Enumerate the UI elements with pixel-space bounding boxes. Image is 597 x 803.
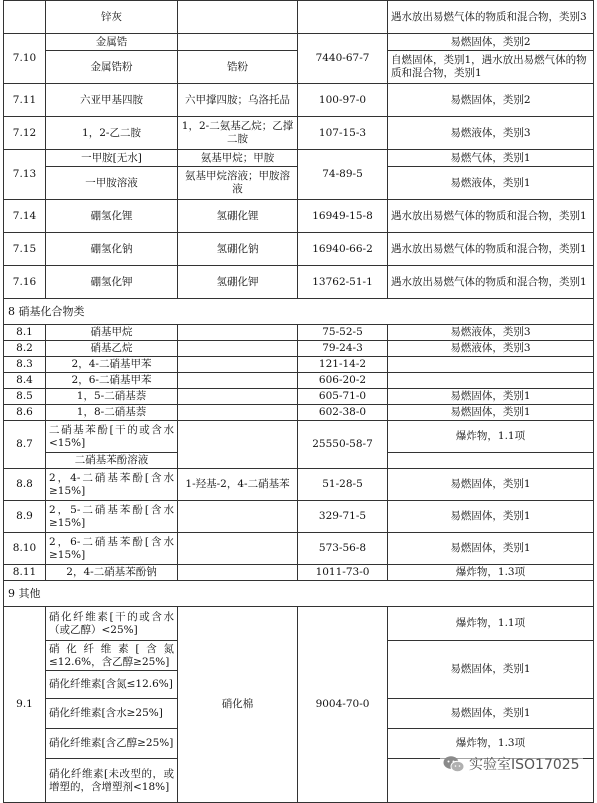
row-number: 8.1 — [4, 325, 46, 341]
row-number — [4, 1, 46, 34]
cas-number: 9004-70-0 — [298, 607, 388, 803]
chemical-name: 锌灰 — [46, 1, 178, 34]
hazard-class: 遇水放出易燃气体的物质和混合物，类别1 — [388, 233, 594, 266]
hazard-class: 易燃液体，类别3 — [388, 341, 594, 357]
cas-number: 1011-73-0 — [298, 565, 388, 581]
row-number: 8.9 — [4, 501, 46, 533]
chemical-name: 一甲胺[无水] — [46, 150, 178, 167]
alias: 1，2-二氨基乙烷；乙撑二胺 — [178, 117, 298, 150]
alias: 氢硼化钠 — [178, 233, 298, 266]
table-row — [4, 200, 594, 233]
table-row — [4, 501, 594, 533]
alias — [178, 34, 298, 51]
chemical-name: 二硝基苯酚溶液 — [46, 453, 178, 469]
row-number: 7.10 — [4, 34, 46, 84]
chemical-name: 六亚甲基四胺 — [46, 84, 178, 117]
cas-number — [298, 1, 388, 34]
alias: 氨基甲烷溶液；甲胺溶液 — [178, 167, 298, 200]
row-number: 8.11 — [4, 565, 46, 581]
section-header-row — [4, 581, 594, 607]
hazard-class — [388, 453, 594, 469]
table-row — [4, 469, 594, 501]
hazard-class: 自燃固体，类别1，遇水放出易燃气体的物质和混合物，类别1 — [388, 51, 594, 84]
cas-number: 100-97-0 — [298, 84, 388, 117]
cas-number: 573-56-8 — [298, 533, 388, 565]
alias: 氢硼化锂 — [178, 200, 298, 233]
hazard-class: 易燃液体，类别1 — [388, 167, 594, 200]
cas-number: 13762-51-1 — [298, 266, 388, 299]
row-number: 8.7 — [4, 421, 46, 469]
alias: 硝化棉 — [178, 607, 298, 803]
hazard-class: 易燃气体，类别1 — [388, 150, 594, 167]
alias — [178, 389, 298, 405]
cas-number: 75-52-5 — [298, 325, 388, 341]
chemical-name: 硝化纤维素[含乙醇≥25%] — [46, 729, 178, 759]
chemical-name: 硝化纤维素[含氮≤12.6%] — [46, 671, 178, 699]
chemical-name: 硼氢化钠 — [46, 233, 178, 266]
row-number: 8.5 — [4, 389, 46, 405]
hazard-class: 易燃固体，类别1 — [388, 533, 594, 565]
table-row — [4, 421, 594, 453]
hazard-class: 遇水放出易燃气体的物质和混合物，类别1 — [388, 266, 594, 299]
table-row — [4, 341, 594, 357]
chemical-name: 硝化纤维素[未改型的，或增塑的，含增塑剂<18%] — [46, 759, 178, 803]
table-row — [4, 607, 594, 641]
table-row — [4, 1, 594, 34]
wechat-icon — [443, 755, 465, 773]
hazard-class: 易燃固体，类别1 — [388, 389, 594, 405]
section-title: 8 硝基化合物类 — [4, 299, 594, 325]
table-row — [4, 405, 594, 421]
row-number: 7.15 — [4, 233, 46, 266]
hazardous-chemicals-table — [3, 0, 594, 803]
hazard-class: 易燃固体，类别1 — [388, 641, 594, 699]
row-number: 8.2 — [4, 341, 46, 357]
chemical-name: 金属锆 — [46, 34, 178, 51]
cas-number: 79-24-3 — [298, 341, 388, 357]
chemical-name: 1，8-二硝基萘 — [46, 405, 178, 421]
table-row — [4, 34, 594, 51]
cas-number: 51-28-5 — [298, 469, 388, 501]
hazard-class: 爆炸物，1.1项 — [388, 421, 594, 453]
row-number: 8.10 — [4, 533, 46, 565]
hazard-class: 爆炸物，1.3项 — [388, 729, 594, 759]
row-number: 8.3 — [4, 357, 46, 373]
alias: 氢硼化钾 — [178, 266, 298, 299]
row-number: 9.1 — [4, 607, 46, 803]
chemical-name: 2，4-二硝基甲苯 — [46, 357, 178, 373]
row-number: 8.6 — [4, 405, 46, 421]
chemical-name: 硝基甲烷 — [46, 325, 178, 341]
chemical-name: 2，6-二硝基苯酚[含水≥15%] — [46, 533, 178, 565]
cas-number: 16949-15-8 — [298, 200, 388, 233]
hazard-class: 爆炸物，1.1项 — [388, 607, 594, 641]
chemical-name: 硼氢化钾 — [46, 266, 178, 299]
table-row — [4, 389, 594, 405]
hazard-class: 易燃液体，类别3 — [388, 117, 594, 150]
document-page — [3, 0, 593, 803]
chemical-name: 二硝基苯酚[干的或含水<15%] — [46, 421, 178, 453]
alias — [178, 357, 298, 373]
cas-number: 121-14-2 — [298, 357, 388, 373]
hazard-class: 易燃固体，类别1 — [388, 501, 594, 533]
hazard-class: 易燃固体，类别1 — [388, 469, 594, 501]
row-number: 8.4 — [4, 373, 46, 389]
alias — [178, 405, 298, 421]
cas-number: 74-89-5 — [298, 150, 388, 200]
table-row — [4, 565, 594, 581]
table-row — [4, 117, 594, 150]
alias — [178, 421, 298, 469]
chemical-name: 2，5-二硝基苯酚[含水≥15%] — [46, 501, 178, 533]
alias — [178, 565, 298, 581]
chemical-name: 硝化纤维素[含水≥25%] — [46, 699, 178, 729]
table-row — [4, 266, 594, 299]
hazard-class: 易燃固体，类别2 — [388, 84, 594, 117]
table-row — [4, 84, 594, 117]
hazard-class: 遇水放出易燃气体的物质和混合物，类别1 — [388, 200, 594, 233]
cas-number: 16940-66-2 — [298, 233, 388, 266]
alias — [178, 501, 298, 533]
alias — [178, 325, 298, 341]
chemical-name: 1，5-二硝基萘 — [46, 389, 178, 405]
cas-number: 7440-67-7 — [298, 34, 388, 84]
cas-number: 606-20-2 — [298, 373, 388, 389]
table-row — [4, 357, 594, 373]
alias: 1-羟基-2，4-二硝基苯 — [178, 469, 298, 501]
watermark — [440, 752, 583, 776]
chemical-name: 1，2-乙二胺 — [46, 117, 178, 150]
table-row — [4, 325, 594, 341]
cas-number: 107-15-3 — [298, 117, 388, 150]
row-number: 8.8 — [4, 469, 46, 501]
row-number: 7.12 — [4, 117, 46, 150]
chemical-name: 一甲胺溶液 — [46, 167, 178, 200]
chemical-name: 硝化纤维素[干的或含水（或乙醇）<25%] — [46, 607, 178, 641]
alias — [178, 1, 298, 34]
chemical-name: 硝化纤维素[含氮≤12.6%，含乙醇≥25%] — [46, 641, 178, 671]
section-title: 9 其他 — [4, 581, 594, 607]
alias — [178, 533, 298, 565]
hazard-class: 易燃固体，类别1 — [388, 405, 594, 421]
alias: 六甲撑四胺；乌洛托品 — [178, 84, 298, 117]
hazard-class: 易燃液体，类别3 — [388, 325, 594, 341]
alias: 氨基甲烷；甲胺 — [178, 150, 298, 167]
watermark-text: 实验室ISO17025 — [469, 757, 580, 773]
alias: 锆粉 — [178, 51, 298, 84]
hazard-class: 易燃固体，类别2 — [388, 34, 594, 51]
chemical-name: 硼氢化锂 — [46, 200, 178, 233]
chemical-name: 2，4-二硝基苯酚钠 — [46, 565, 178, 581]
alias — [178, 373, 298, 389]
row-number: 7.14 — [4, 200, 46, 233]
table-row — [4, 150, 594, 167]
cas-number: 329-71-5 — [298, 501, 388, 533]
chemical-name: 金属锆粉 — [46, 51, 178, 84]
chemical-name: 硝基乙烷 — [46, 341, 178, 357]
chemical-name: 2，6-二硝基甲苯 — [46, 373, 178, 389]
hazard-class: 易燃固体，类别1 — [388, 699, 594, 729]
alias — [178, 341, 298, 357]
row-number: 7.13 — [4, 150, 46, 200]
hazard-class: 遇水放出易燃气体的物质和混合物，类别3 — [388, 1, 594, 34]
hazard-class — [388, 357, 594, 373]
cas-number: 605-71-0 — [298, 389, 388, 405]
row-number: 7.16 — [4, 266, 46, 299]
table-row — [4, 233, 594, 266]
hazard-class — [388, 373, 594, 389]
table-row — [4, 533, 594, 565]
cas-number: 602-38-0 — [298, 405, 388, 421]
section-header-row — [4, 299, 594, 325]
cas-number: 25550-58-7 — [298, 421, 388, 469]
row-number: 7.11 — [4, 84, 46, 117]
chemical-name: 2，4-二硝基苯酚[含水≥15%] — [46, 469, 178, 501]
table-row — [4, 373, 594, 389]
hazard-class: 爆炸物，1.3项 — [388, 565, 594, 581]
